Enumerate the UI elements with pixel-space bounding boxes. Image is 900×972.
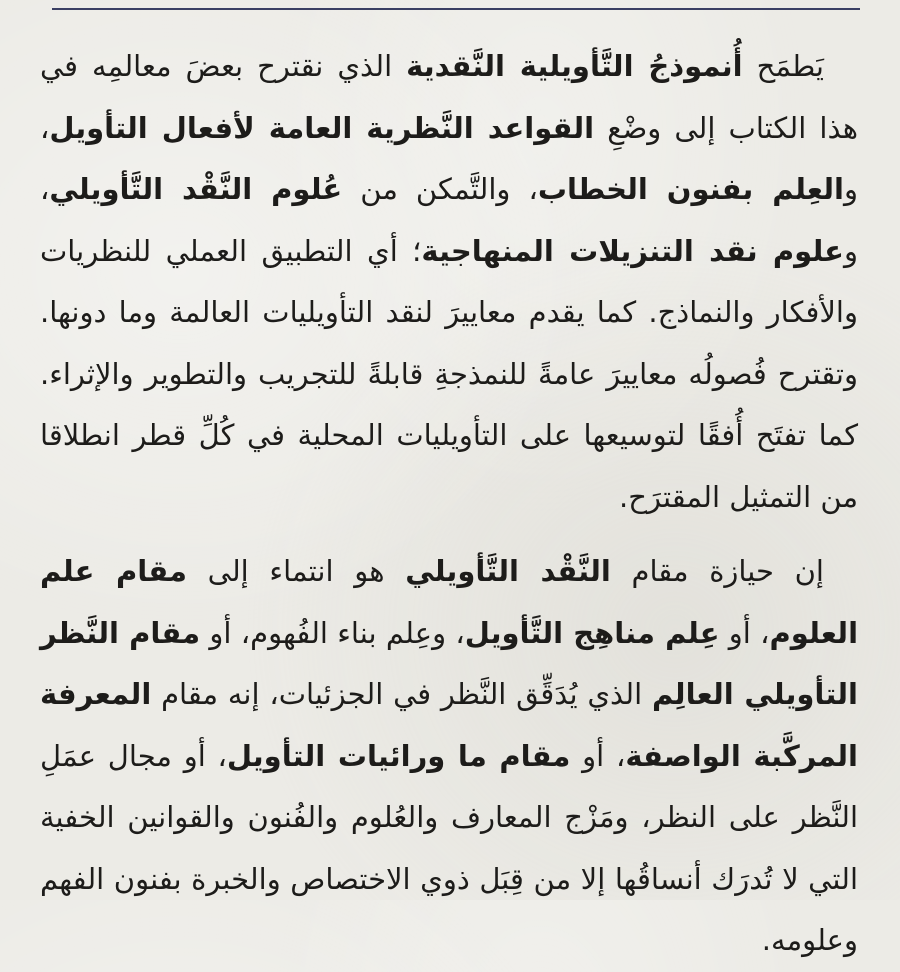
para-1-seg-0: يَطمَح xyxy=(742,49,824,83)
para-2-seg-4: ، أو xyxy=(719,615,770,650)
para-2-seg-0: إن حيازة مقام xyxy=(610,554,824,588)
para-1-seg-2: الذي نقترح بعضَ معالمِه في هذا الكتاب إلى وضْعِ xyxy=(40,49,858,145)
para-1-seg-4: ، و xyxy=(40,110,858,206)
para-2-seg-12: ، أو مجال عمَلِ النَّظر على النظر، ومَزْج المعارف والعُلوم والفُنون والقوانين الخفية التي لا تُدرَك أنساقُها إلا من قِبَل ذوي الاختصاص والخبرة بفنون الفهم وعلومه. xyxy=(40,738,858,957)
para-2-seg-9-bold: المعرفة المركَّبة الواصفة xyxy=(40,677,858,773)
para-2-seg-3-bold: مقام علم العلوم xyxy=(40,554,859,650)
para-2-seg-1-bold: النَّقْد التَّأويلي xyxy=(405,554,611,588)
para-1-seg-9-bold: علوم نقد التنزيلات المنهاجية xyxy=(421,233,844,268)
top-rule-divider xyxy=(52,8,860,10)
para-2-seg-5-bold: عِلم مناهِج التَّأويل xyxy=(464,615,720,650)
para-1-seg-6: ، والتَّمكن من xyxy=(342,172,538,206)
para-2-seg-10: ، أو xyxy=(570,738,626,773)
para-1-seg-5-bold: العِلم بفنون الخطاب xyxy=(537,172,844,206)
para-2-seg-7-bold: مقام النَّظر التأويلي العالِم xyxy=(40,615,858,711)
paragraph-1 xyxy=(40,36,858,528)
para-2-seg-6: ، وعِلم بناء الفُهوم، أو xyxy=(200,615,465,650)
body-text xyxy=(40,36,858,972)
para-1-seg-3-bold: القواعد النَّظرية العامة لأفعال التأويل xyxy=(49,110,595,145)
para-2-seg-8: الذي يُدَقِّق النَّظر في الجزئيات، إنه مقام xyxy=(151,677,652,711)
para-1-seg-10: ؛ أي التطبيق العملي للنظريات والأفكار والنماذج. كما يقدم معاييرَ لنقد التأويليات العالمة وما دونها. وتقترح فُصولُه معاييرَ عامةً للنمذجةِ قابلةً للتجريب والتطوير والإثراء. كما تفتَح أُفقًا لتوسيعها على التأويليات المحلية في كُلِّ قطر انطلاقا من التمثيل المقترَح. xyxy=(40,233,858,514)
para-2-seg-2: هو انتماء إلى xyxy=(186,554,406,588)
para-1-seg-7-bold: عُلوم النَّقْد التَّأويلي xyxy=(49,172,343,206)
para-1-seg-1-bold: أُنموذجُ التَّأويلية النَّقدية xyxy=(406,49,743,83)
paragraph-2 xyxy=(40,541,858,972)
para-2-seg-11-bold: مقام ما ورائيات التأويل xyxy=(226,738,571,773)
para-1-seg-8: ، و xyxy=(40,172,858,268)
